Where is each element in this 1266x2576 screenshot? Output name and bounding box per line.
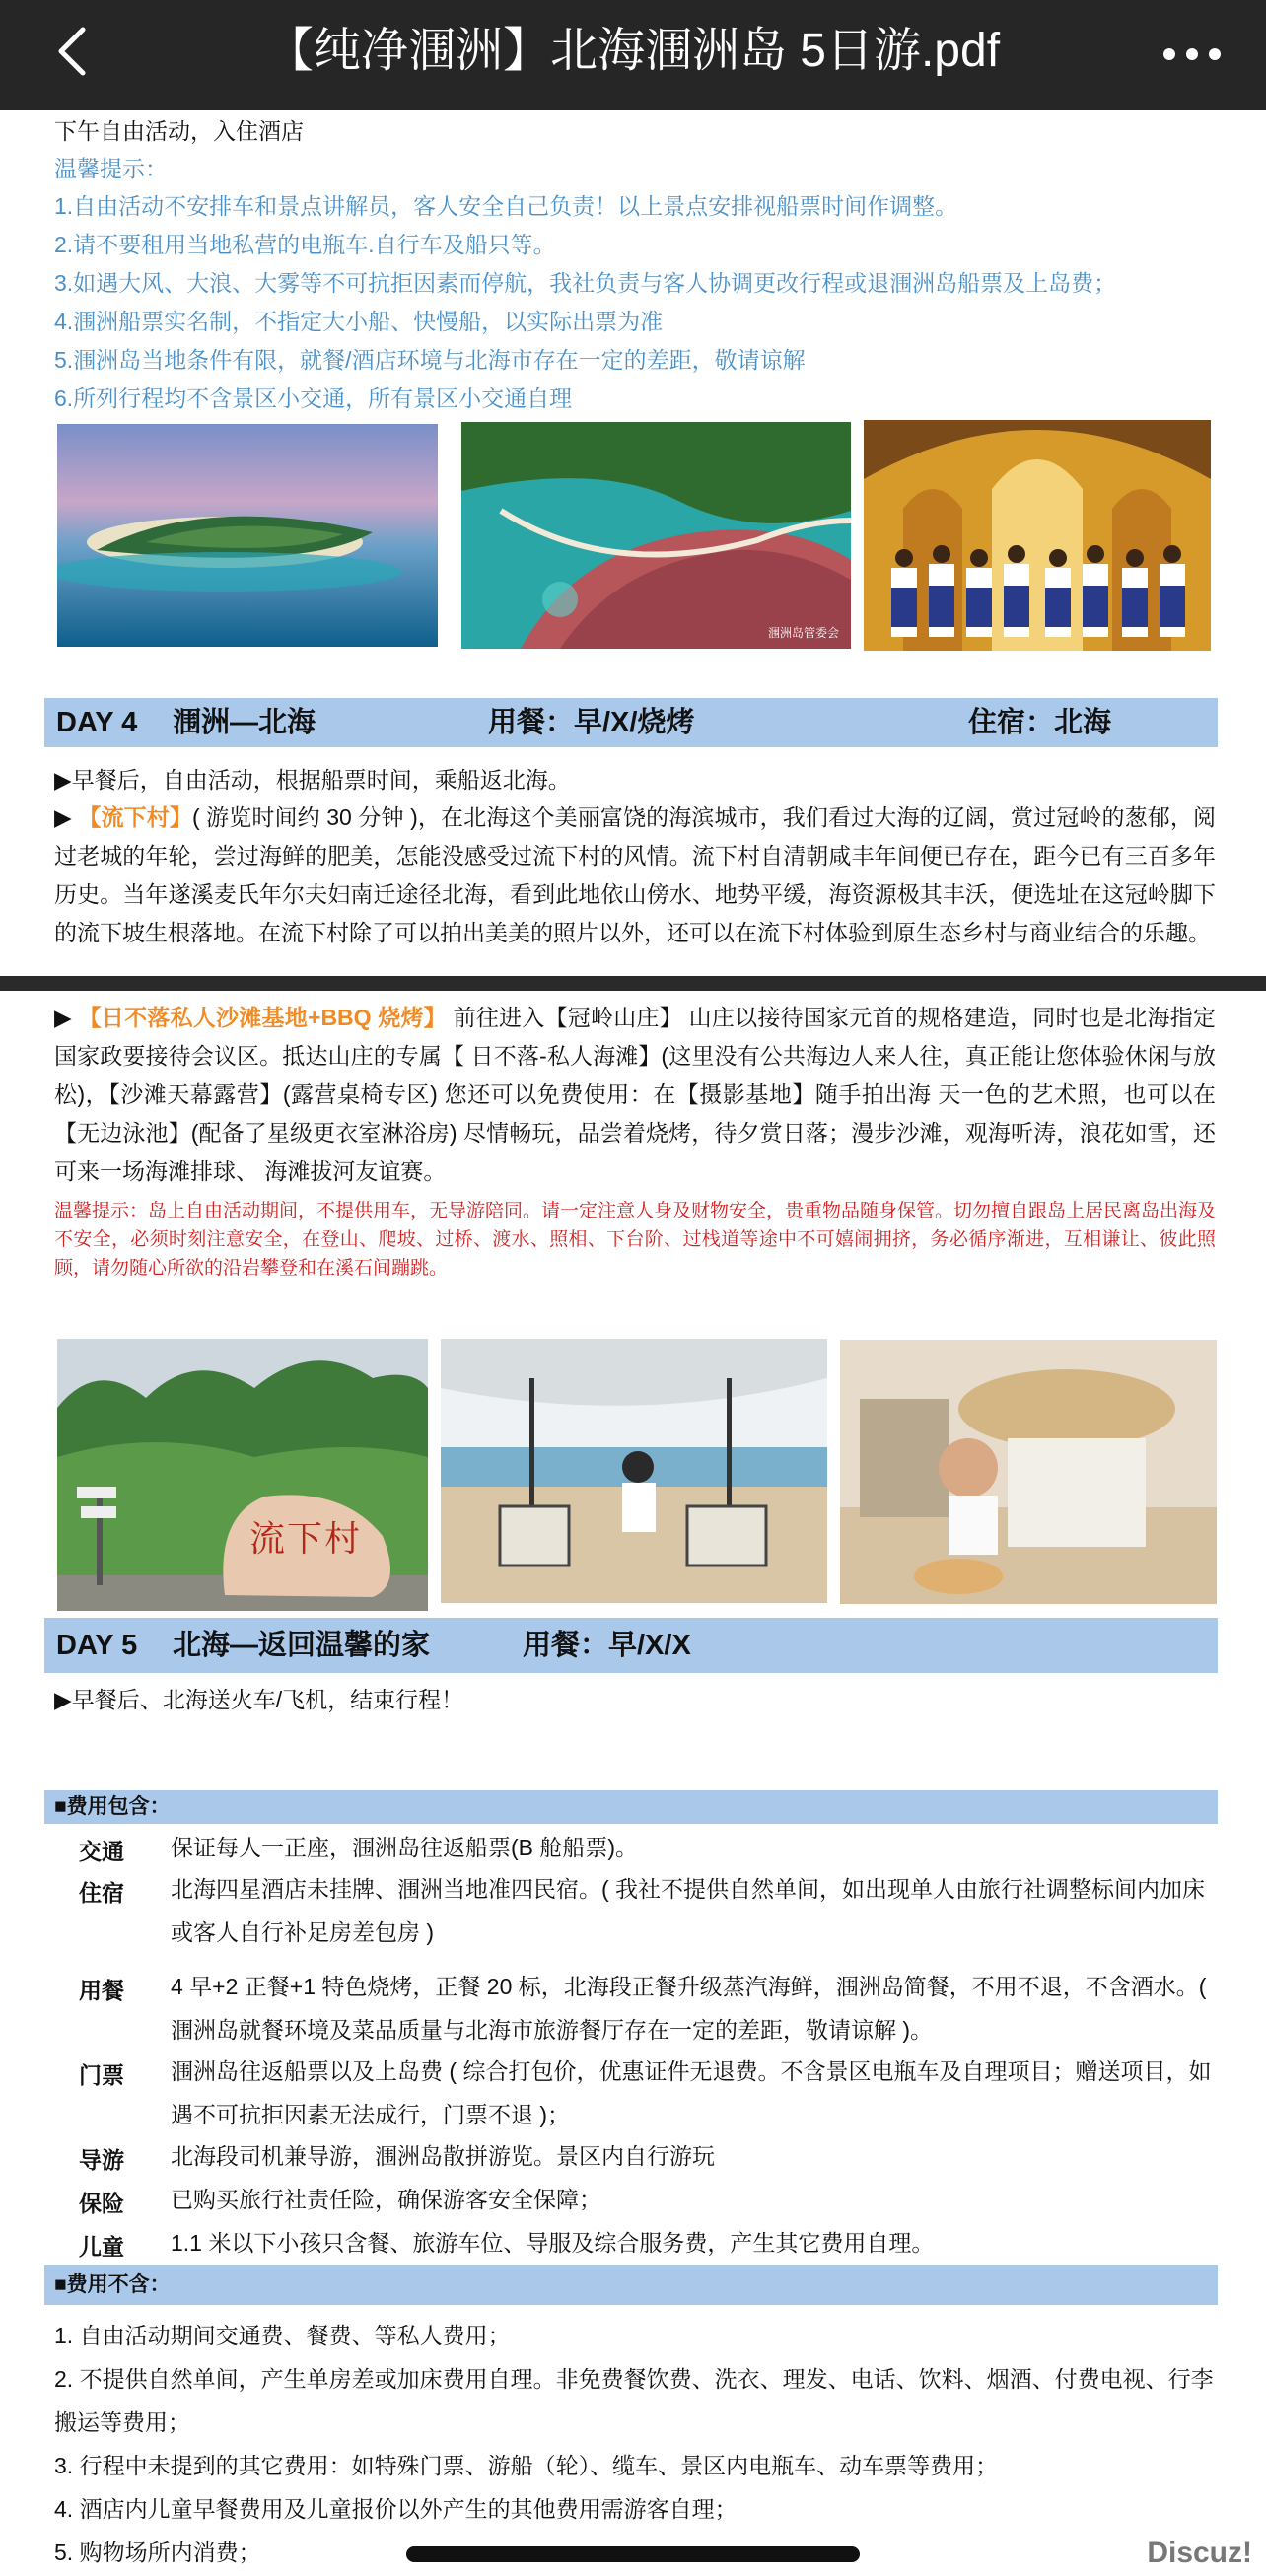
- beach-paragraph: [54, 999, 1216, 1191]
- bullet: ▶: [54, 804, 79, 830]
- tip-item: 6.所列行程均不含景区小交通，所有景区小交通自理: [54, 385, 573, 411]
- home-indicator[interactable]: [406, 2546, 860, 2562]
- exclude-item: 1. 自由活动期间交通费、餐费、等私人费用；: [54, 2323, 511, 2348]
- mother-child-beach-photo: [840, 1340, 1217, 1604]
- document-title: 【纯净涠洲】北海涠洲岛 5日游.pdf: [265, 25, 1001, 77]
- tip-item: 4.涠洲船票实名制，不指定大小船、快慢船，以实际出票为准: [54, 309, 664, 334]
- more-options-icon[interactable]: [1158, 30, 1227, 79]
- liuxia-village-rock-photo: [57, 1339, 428, 1611]
- day4-route: 涠洲—北海: [173, 707, 316, 738]
- photo-watermark: 涠洲岛管委会: [767, 626, 839, 640]
- fee-text-meals: 4 早+2 正餐+1 特色烧烤，正餐 20 标，北海段正餐升级蒸汽海鲜，涠洲岛简餐，不用不退，不含酒水。( 涠洲岛就餐环境及菜品质量与北海市旅游餐厅存在一定的差距，敬请谅解 )。: [171, 1974, 1207, 2043]
- fee-text-tickets: 涠洲岛往返船票以及上岛费 ( 综合打包价，优惠证件无退费。不含景区电瓶车及自理项目；赠送项目，如遇不可抗拒因素无法成行，门票不退 )；: [171, 2058, 1212, 2127]
- exclude-item: 5. 购物场所内消费；: [54, 2540, 261, 2565]
- beach-camping-photo: [441, 1339, 827, 1603]
- back-arrow-icon[interactable]: [45, 22, 105, 81]
- intro-text: 下午自由活动，入住酒店: [54, 118, 304, 144]
- day4-stay: 住宿：北海: [968, 707, 1112, 738]
- fee-label-children: 儿童: [79, 2234, 124, 2260]
- tips-title: 温馨提示：: [54, 156, 168, 181]
- pdf-page-2: [0, 991, 1266, 2576]
- day4-line-1: ▶早餐后，自由活动，根据船票时间，乘船返北海。: [54, 767, 571, 793]
- fee-label-transport: 交通: [79, 1839, 124, 1864]
- tip-item: 1.自由活动不安排车和景点讲解员，客人安全自己负责！以上景点安排视船票时间作调整。: [54, 193, 958, 219]
- fee-label-insurance: 保险: [79, 2191, 124, 2216]
- fee-label-tickets: 门票: [79, 2062, 124, 2088]
- exclude-item: 3. 行程中未提到的其它费用：如特殊门票、游船（轮）、缆车、景区内电瓶车、动车票等费用；: [54, 2453, 999, 2478]
- pdf-page-1: [0, 110, 1266, 976]
- fee-text-children: 1.1 米以下小孩只含餐、旅游车位、导服及综合服务费，产生其它费用自理。: [171, 2230, 935, 2256]
- bullet: ▶: [54, 1005, 79, 1030]
- exclude-item: 2. 不提供自然单间，产生单房差或加床费用自理。非免费餐饮费、洗衣、理发、电话、饮料、烟酒、付费电视、行李: [54, 2366, 1214, 2392]
- fee-label-guide: 导游: [79, 2147, 124, 2173]
- day5-header: [44, 1618, 1218, 1673]
- exclude-item: 4. 酒店内儿童早餐费用及儿童报价以外产生的其他费用需游客自理；: [54, 2496, 738, 2522]
- tip-item: 5.涠洲岛当地条件有限，就餐/酒店环境与北海市存在一定的差距，敬请谅解: [54, 347, 806, 373]
- fee-label-meals: 用餐: [79, 1978, 124, 2003]
- day5-route: 北海—返回温馨的家: [173, 1630, 431, 1661]
- fee-include-title: ■费用包含：: [54, 1795, 171, 1818]
- exclude-item-cont: 搬运等费用；: [54, 2409, 190, 2435]
- island-aerial-photo: [57, 424, 438, 647]
- rock-inscription: 流下村: [249, 1519, 363, 1560]
- day5-label: DAY 5: [56, 1630, 138, 1661]
- day4-label: DAY 4: [56, 707, 138, 738]
- fee-exclude-title: ■费用不含：: [54, 2273, 171, 2296]
- fee-text-lodging: 北海四星酒店未挂牌、涠洲当地准四民宿。( 我社不提供自然单间，如出现单人由旅行社调整标间内加床或客人自行补足房差包房 ): [171, 1876, 1206, 1945]
- fee-include-header: [44, 1790, 1218, 1824]
- day5-meals: 用餐：早/X/X: [523, 1630, 691, 1661]
- tip-item: 2.请不要租用当地私营的电瓶车.自行车及船只等。: [54, 232, 556, 257]
- coastline-boardwalk-photo: [461, 422, 851, 649]
- beach-bbq-highlight: 【日不落私人沙滩基地+BBQ 烧烤】: [78, 1005, 447, 1030]
- day4-header: [44, 698, 1218, 747]
- day4-paragraph-text: ( 游览时间约 30 分钟 )，在北海这个美丽富饶的海滨城市，我们看过大海的辽阔，赏过冠岭的葱郁，阅过老城的年轮，尝过海鲜的肥美，怎能没感受过流下村的风情。流下村自清朝咸丰年间便已存在，距今已有三百多年历史。当年遂溪麦氏年尔夫妇南迁途径北海，看到此地依山傍水、地势平缓，海资源极其丰沃，便选址在这冠岭脚下的流下坡生根落地。在流下村除了可以拍出美美的照片以外，还可以在流下村体验到原生态乡村与商业结合的乐趣。: [54, 804, 1217, 945]
- discuz-watermark: Discuz!: [1147, 2537, 1252, 2569]
- tip-item: 3.如遇大风、大浪、大雾等不可抗拒因素而停航，我社负责与客人协调更改行程或退涠洲岛船票及上岛费；: [54, 270, 1117, 296]
- fee-exclude-header: [44, 2265, 1218, 2305]
- day4-paragraph: [54, 799, 1216, 952]
- liuxia-village-highlight: 【流下村】: [78, 804, 192, 830]
- beach-paragraph-text: 前往进入【冠岭山庄】 山庄以接待国家元首的规格建造，同时也是北海指定国家政要接待会议区。抵达山庄的专属【 日不落-私人海滩】(这里没有公共海边人来人往，真正能让您体验休闲与放 松)，【沙滩天幕露营】(露营桌椅专区) 您还可以免费使用：在【摄影基地】随手拍出海 天一色的艺术照，也可以在【无边泳池】(配备了星级更衣室淋浴房) 尽情畅玩，品尝着烧烤，待夕赏日落；漫步沙滩，观海听涛，浪花如雪，还可来一场海滩排球、 海滩拔河友谊赛。: [54, 1005, 1217, 1184]
- top-bar: [0, 0, 1266, 110]
- day4-meals: 用餐：早/X/烧烤: [488, 707, 695, 738]
- fee-text-transport: 保证每人一正座，涠洲岛往返船票(B 舱船票)。: [171, 1835, 639, 1860]
- church-choir-photo: [864, 420, 1211, 651]
- fee-text-insurance: 已购买旅行社责任险，确保游客安全保障；: [171, 2187, 601, 2212]
- safety-warning: 温馨提示：岛上自由活动期间，不提供用车，无导游陪同。请一定注意人身及财物安全，贵重物品随身保管。切勿擅自跟岛上居民离岛出海及不安全，必须时刻注意安全，在登山、爬坡、过桥、渡水、照相、下台阶、过栈道等途中不可嬉闹拥挤，务必循序渐进，互相谦让、彼此照顾，请勿随心所欲的沿岩攀登和在溪石间蹦跳。: [54, 1201, 1217, 1279]
- fee-text-guide: 北海段司机兼导游，涠洲岛散拼游览。景区内自行游玩: [171, 2143, 715, 2169]
- day5-line: ▶早餐后、北海送火车/飞机，结束行程！: [54, 1687, 464, 1712]
- fee-label-lodging: 住宿: [79, 1880, 124, 1906]
